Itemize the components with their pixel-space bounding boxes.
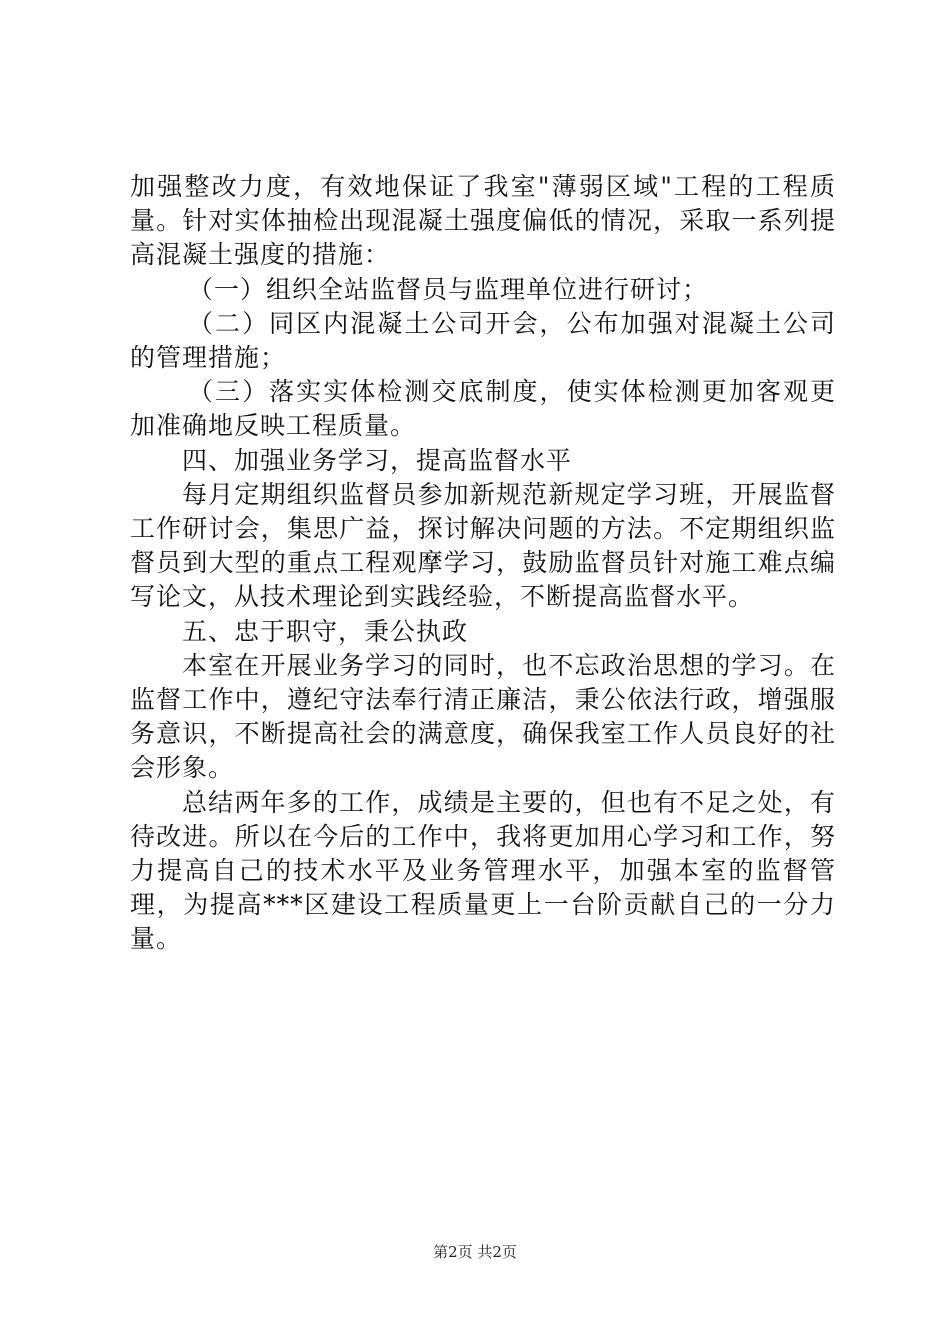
paragraph-study: 每月定期组织监督员参加新规范新规定学习班，开展监督工作研讨会，集思广益，探讨解决问题的方法。不定期组织监督员到大型的重点工程观摩学习，鼓励监督员针对施工难点编写论文，从技术理论到实践经验，不断提高监督水平。 — [130, 479, 836, 612]
list-item-two: （二）同区内混凝土公司开会，公布加强对混凝土公司的管理措施； — [130, 308, 836, 373]
list-item-three: （三）落实实体检测交底制度，使实体检测更加客观更加准确地反映工程质量。 — [130, 377, 836, 441]
paragraph-continuation: 加强整改力度，有效地保证了我室"薄弱区域"工程的工程质量。针对实体抽检出现混凝土强度偏低的情况，采取一系列提高混凝土强度的措施： — [130, 172, 836, 270]
section-heading-four: 四、加强业务学习，提高监督水平 — [182, 445, 573, 475]
section-heading-five: 五、忠于职守，秉公执政 — [182, 616, 469, 646]
page-footer: 第2页 共2页 — [433, 1243, 517, 1261]
list-item-one: （一）组织全站监督员与监理单位进行研讨； — [188, 274, 709, 304]
paragraph-integrity: 本室在开展业务学习的同时，也不忘政治思想的学习。在监督工作中，遵纪守法奉行清正廉洁，秉公依法行政，增强服务意识，不断提高社会的满意度，确保我室工作人员良好的社会形象。 — [130, 650, 836, 783]
document-body — [130, 170, 836, 957]
paragraph-summary: 总结两年多的工作，成绩是主要的，但也有不足之处，有待改进。所以在今后的工作中，我将更加用心学习和工作，努力提高自己的技术水平及业务管理水平，加强本室的监督管理，为提高***区建设工程质量更上一台阶贡献自己的一分力量。 — [130, 787, 836, 954]
